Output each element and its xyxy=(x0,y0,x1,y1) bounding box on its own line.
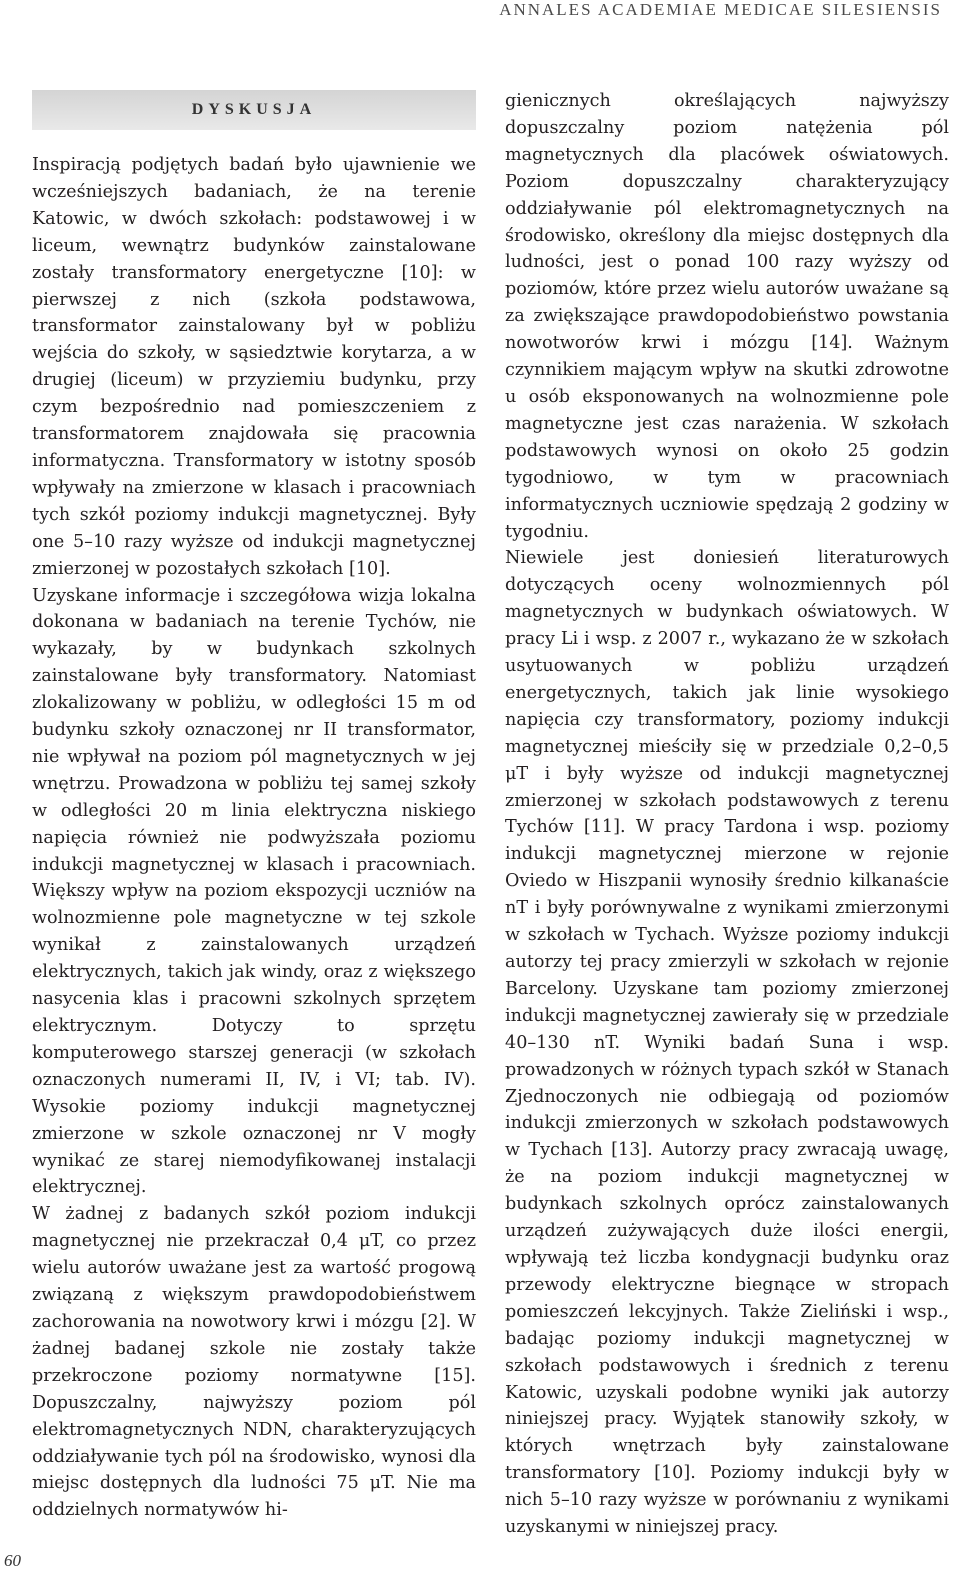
left-text-column xyxy=(32,152,476,1524)
paragraph: W żadnej z badanych szkół poziom indukcji magnetycznej nie przekraczał 0,4 μT, co przez wielu autorów uważane jest za wartość progową związaną z większym prawdopodobieństwem zachorowania na nowotwory krwi i mózgu [2]. W żadnej badanej szkole nie zostały także przekroczone poziomy normatywne [15]. Dopuszczalny, najwyższy poziom pól elektromagnetycznych NDN, charakteryzujących oddziaływanie tych pól na środowisko, wynosi dla miejsc dostępnych dla ludności 75 μT. Nie ma oddzielnych normatywów hi- xyxy=(32,1204,476,1521)
section-title: DYSKUSJA xyxy=(191,101,317,118)
running-head: ANNALES ACADEMIAE MEDICAE SILESIENSIS xyxy=(499,0,942,19)
paragraph: gienicznych określających najwyższy dopuszczalny poziom natężenia pól magnetycznych dla placówek oświatowych. Poziom dopuszczalny charakteryzujący oddziaływanie pól elektromagnetycznych na środowisko, określony dla miejsc dostępnych dla ludności, jest o ponad 100 razy wyższy od poziomów, które przez wielu autorów uważane są za zwiększające prawdopodobieństwo powstania nowotworów krwi i mózgu [14]. Ważnym czynnikiem mającym wpływ na skutki zdrowotne u osób eksponowanych na wolnozmienne pole magnetyczne jest czas narażenia. W szkołach podstawowych wynosi on około 25 godzin tygodniowo, w tym w pracowniach informatycznych uczniowie spędzają 2 godziny w tygodniu. xyxy=(505,91,949,542)
section-heading-bar xyxy=(32,90,476,130)
paragraph: Inspiracją podjętych badań było ujawnienie we wcześniejszych badaniach, że na terenie Katowic, w dwóch szkołach: podstawowej i w liceum, wewnątrz budynków zainstalowane zostały transformatory energetyczne [10]: w pierwszej z nich (szkoła podstawowa, transformator zainstalowany był w pobliżu wejścia do szkoły, w sąsiedztwie korytarza, a w drugiej (liceum) w przyziemiu budynku, przy czym bezpośrednio nad pomieszczeniem z transformatorem znajdowała się pracownia informatyczna. Transformatory w istotny sposób wpływały na zmierzone w klasach i pracowniach tych szkół poziomy indukcji magnetycznej. Były one 5–10 razy wyższe od indukcji magnetycznej zmierzonej w pozostałych szkołach [10]. xyxy=(32,155,476,579)
page-number: 60 xyxy=(4,1551,21,1570)
paragraph: Niewiele jest doniesień literaturowych dotyczących oceny wolnozmiennych pól magnetycznych w budynkach oświatowych. W pracy Li i wsp. z 2007 r., wykazano że w szkołach usytuowanych w pobliżu urządzeń energetycznych, takich jak linie wysokiego napięcia czy transformatory, poziomy indukcji magnetycznej mieściły się w przedziale 0,2–0,5 μT i były wyższe od indukcji magnetycznej zmierzonej w szkołach podstawowych z terenu Tychów [11]. W pracy Tardona i wsp. poziomy indukcji magnetycznej mierzone w rejonie Oviedo w Hiszpanii wynosiły średnio kilkanaście nT i były porównywalne z wynikami zmierzonymi w szkołach w Tychach. Wyższe poziomy indukcji autorzy tej pracy zmierzyli w szkołach w rejonie Barcelony. Uzyskane tam poziomy zmierzonej indukcji magnetycznej zawierały się w przedziale 40–130 nT. Wyniki badań Suna i wsp. prowadzonych w różnych typach szkół w Stanach Zjednoczonych nie odbiegają od poziomów indukcji zmierzonych w szkołach podstawowych w Tychach [13]. Autorzy pracy zwracają uwagę, że na poziom indukcji magnetycznej w budynkach szkolnych oprócz zainstalowanych urządzeń zużywających duże ilości energii, wpływają też liczba kondygnacji budynku oraz przewody elektryczne biegnące w stropach pomieszczeń lekcyjnych. Także Zieliński i wsp., badając poziomy indukcji magnetycznej w szkołach podstawowych i średnich z terenu Katowic, uzyskali podobne wyniki jak autorzy niniejszej pracy. Wyjątek stanowiły szkoły, w których wnętrzach były zainstalowane transformatory [10]. Poziomy indukcji były w nich 5–10 razy wyższe w porównaniu z wynikami uzyskanymi w niniejszej pracy. xyxy=(505,548,949,1538)
right-text-column xyxy=(505,88,949,1541)
paragraph: Uzyskane informacje i szczegółowa wizja lokalna dokonana w badaniach na terenie Tychów, nie wykazały, by w budynkach szkolnych zainstalowane były transformatory. Natomiast zlokalizowany w pobliżu, w odległości 15 m od budynku szkoły oznaczonej nr II transformator, nie wpływał na poziom pól magnetycznych w jej wnętrzu. Prowadzona w pobliżu tej samej szkoły w odległości 20 m linia elektryczna niskiego napięcia również nie podwyższała poziomu indukcji magnetycznej w klasach i pracowniach. Większy wpływ na poziom ekspozycji uczniów na wolnozmienne pole magnetyczne w tej szkole wynikał z zainstalowanych urządzeń elektrycznych, takich jak windy, oraz z większego nasycenia klas i pracowni szkolnych sprzętem elektrycznym. Dotyczy to sprzętu komputerowego starszej generacji (w szkołach oznaczonych numerami II, IV, i VI; tab. IV). Wysokie poziomy indukcji magnetycznej zmierzone w szkole oznaczonej nr V mogły wynikać ze starej niemodyfikowanej instalacji elektrycznej. xyxy=(32,585,476,1198)
